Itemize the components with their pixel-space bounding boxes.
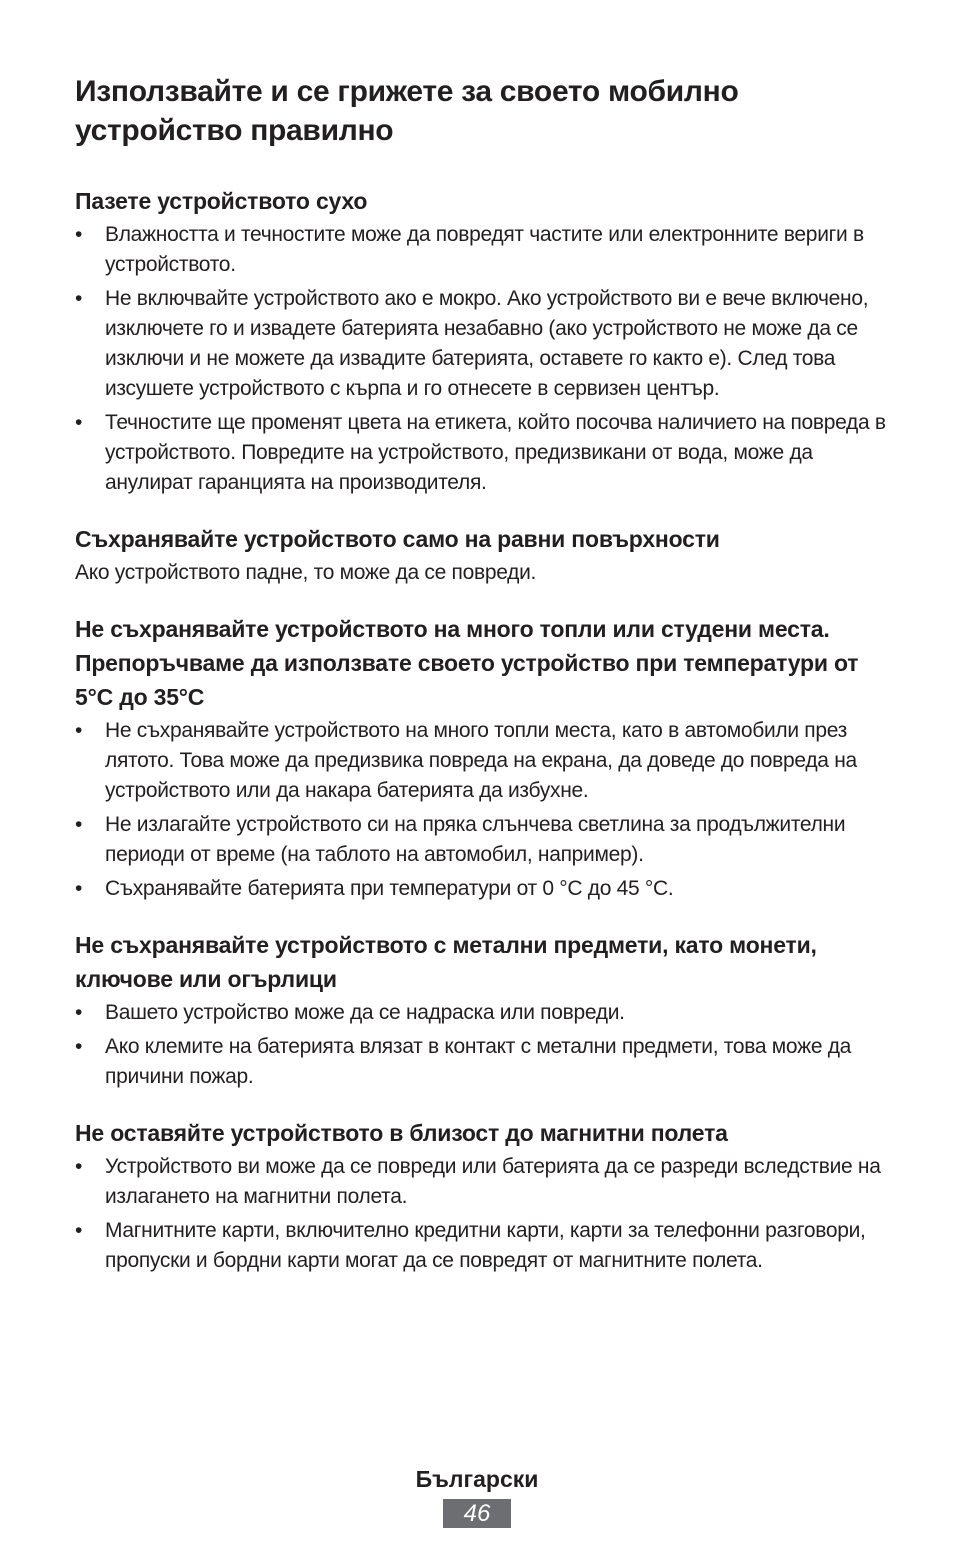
- footer-language: Български: [415, 1466, 539, 1492]
- bullet-list: [75, 220, 895, 498]
- bullet-item: • Съхранявайте батерията при температури от 0 °C до 45 °C.: [75, 874, 895, 904]
- bullet-item: • Ако клемите на батерията влязат в контакт с метални предмети, това може да причини пожар.: [75, 1032, 895, 1092]
- bullet-list: [75, 998, 895, 1092]
- bullet-item: • Влажността и течностите може да повредят частите или електронните вериги в устройството.: [75, 220, 895, 280]
- section-text: Ако устройството падне, то може да се повреди.: [75, 561, 537, 584]
- section-metal-objects: [75, 928, 895, 1092]
- bullet-item: • Течностите ще променят цвета на етикета, който посочва наличието на повреда в устройството. Повредите на устройството, предизвикани от вода, може да анулират гаранцията на производителя.: [75, 408, 895, 498]
- section-magnetic-fields: [75, 1116, 895, 1276]
- page-title: Използвайте и се грижете за своето мобилно устройство правилно: [75, 75, 739, 147]
- bullet-item: • Не излагайте устройството си на пряка слънчева светлина за продължителни периоди от време (на таблото на автомобил, например).: [75, 810, 895, 870]
- bullet-item: • Магнитните карти, включително кредитни карти, карти за телефонни разговори, пропуски и бордни карти могат да се повредят от магнитните полета.: [75, 1216, 895, 1276]
- bullet-list: [75, 1152, 895, 1276]
- page-content: [75, 72, 895, 1300]
- bullet-item: • Вашето устройство може да се надраска или повреди.: [75, 998, 895, 1028]
- bullet-item: • Не включвайте устройството ако е мокро. Ако устройството ви е вече включено, изключете го и извадете батерията незабавно (ако устройството не може да се изключи и не можете да извадите батерията, оставете го както е). След това изсушете устройството с кърпа и го отнесете в сервизен център.: [75, 284, 895, 404]
- section-heading: Пазете устройството сухо: [75, 188, 368, 214]
- section-temperatures: [75, 612, 895, 904]
- bullet-item: • Устройството ви може да се повреди или батерията да се разреди вследствие на излагането на магнитни полета.: [75, 1152, 895, 1212]
- bullet-item: • Не съхранявайте устройството на много топли места, като в автомобили през лятото. Това може да предизвика повреда на екрана, да доведе до повреда на устройството или да накара батерията да избухне.: [75, 716, 895, 806]
- section-heading: Не оставяйте устройството в близост до магнитни полета: [75, 1120, 728, 1146]
- section-heading: Не съхранявайте устройството на много топли или студени места. Препоръчваме да използвате своето устройство при температури от 5°C до 35°C: [75, 616, 859, 710]
- bullet-list: [75, 716, 895, 904]
- page-footer: [0, 1463, 954, 1528]
- section-keep-dry: [75, 184, 895, 498]
- section-heading: Съхранявайте устройството само на равни повърхности: [75, 526, 720, 552]
- page-number: 46: [443, 1499, 511, 1528]
- section-heading: Не съхранявайте устройството с метални предмети, като монети, ключове или огърлици: [75, 932, 817, 992]
- section-flat-surfaces: [75, 522, 895, 588]
